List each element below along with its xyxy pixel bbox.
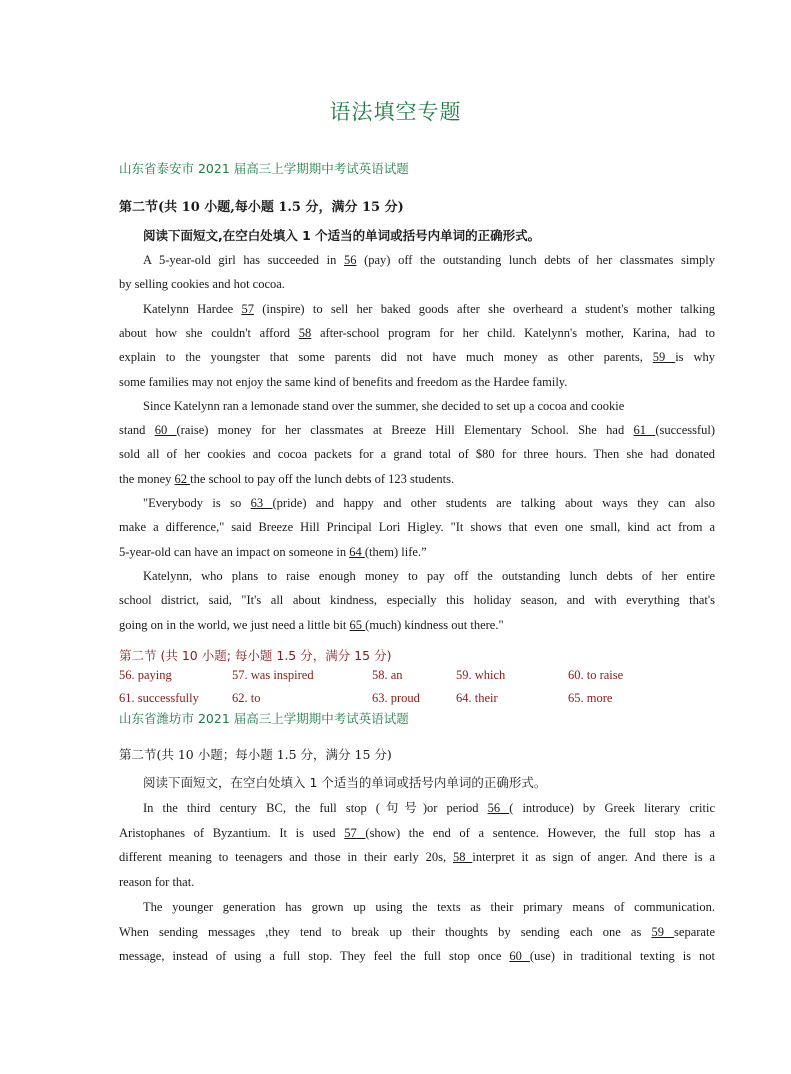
passage-line — [119, 800, 715, 816]
page-title: 语法填空专题 — [329, 100, 462, 124]
answer-item: 58. an — [372, 668, 403, 682]
answer-item: 61. successfully — [119, 691, 199, 705]
passage-text: the school to pay off the lunch debts of 123 students. — [190, 471, 455, 486]
passage-text: after-school program for her child. Katelynn's mother, Karina, had to — [311, 325, 715, 340]
answer-heading: 第二节 (共 10 小题; 每小题 1.5 分，满分 15 分) — [119, 648, 392, 663]
answer-item: 57. was inspired — [232, 668, 314, 682]
blank-number: 56 — [487, 801, 510, 815]
passage-line — [119, 252, 715, 268]
passage-line — [119, 849, 715, 865]
passage-line — [119, 519, 715, 535]
passage-text: about how she couldn't afford — [119, 325, 299, 340]
passage-line — [119, 592, 715, 608]
passage-text: "Everybody is so — [143, 496, 251, 510]
passage-text: is why — [675, 350, 715, 365]
passage-text: Since Katelynn ran a lemonade stand over the summer, she decided to set up a cocoa and cookie — [143, 398, 625, 413]
passage-line — [119, 349, 715, 365]
blank-number: 64 — [349, 544, 365, 559]
section-heading: 第二节(共 10 小题,每小题 1.5 分，满分 15 分) — [119, 200, 404, 215]
passage-line — [119, 276, 715, 292]
passage-text: The younger generation has grown up using the texts as their primary means of communication. — [143, 899, 715, 914]
passage-text: (much) kindness out there." — [365, 617, 504, 632]
passage-text: (pride) and happy and other students are talking about ways they can also — [272, 496, 716, 510]
answer-item: 65. more — [568, 691, 613, 705]
blank-number: 58 — [298, 325, 312, 340]
passage-line — [119, 301, 715, 317]
source-heading-taian: 山东省泰安市 2021 届高三上学期期中考试英语试题 — [119, 161, 409, 176]
blank-number: 56 — [343, 253, 357, 267]
passage-text: In the third century BC, the full stop (句号)or period — [143, 801, 488, 815]
passage-text: message, instead of using a full stop. They feel the full stop once — [119, 949, 510, 964]
answer-item: 63. proud — [372, 691, 420, 705]
blank-number: 65 — [349, 617, 366, 632]
blank-number: 59 — [651, 924, 675, 939]
passage-text: (show) the end of a sentence. However, the full stop has a — [365, 825, 715, 840]
passage-text: the money — [119, 471, 175, 486]
passage-line — [119, 874, 715, 890]
source-heading-weifang: 山东省潍坊市 2021 届高三上学期期中考试英语试题 — [119, 711, 409, 726]
passage-text: stand — [119, 423, 155, 438]
blank-number: 61 — [633, 423, 656, 438]
blank-number: 60 — [154, 423, 177, 438]
answer-item: 62. to — [232, 691, 261, 705]
passage-line — [119, 825, 715, 841]
passage-text: interpret it as sign of anger. And there is a — [472, 850, 715, 865]
blank-number: 63 — [250, 496, 273, 510]
passage-text: (pay) off the outstanding lunch debts of her classmates simply — [356, 253, 716, 267]
passage-text: Aristophanes of Byzantium. It is used — [119, 825, 345, 840]
blank-number: 57 — [241, 301, 254, 316]
blank-number: 57 — [344, 825, 366, 840]
blank-number: 62 — [174, 471, 191, 486]
passage-text: school district, said, "It's all about kindness, especially this holiday season, and with everything that's — [119, 593, 715, 608]
answer-item: 59. which — [456, 668, 506, 682]
passage-line — [119, 568, 715, 584]
passage-line — [119, 617, 715, 633]
passage-text: explain to the youngster that some parents did not have much money as other parents, — [119, 350, 653, 365]
passage-line — [119, 374, 715, 390]
instruction-text: 阅读下面短文,在空白处填入 1 个适当的单词或括号内单词的正确形式。 — [143, 228, 541, 243]
passage-text: by selling cookies and hot cocoa. — [119, 277, 285, 292]
passage-line — [119, 398, 715, 414]
passage-line — [119, 325, 715, 341]
passage-text: reason for that. — [119, 875, 195, 890]
passage-text: Katelynn, who plans to raise enough money to pay off the outstanding lunch debts of her entire — [143, 568, 715, 583]
blank-number: 60 — [509, 949, 530, 964]
blank-number: 59 — [652, 350, 676, 365]
passage-line — [119, 544, 715, 560]
passage-text: separate — [674, 924, 715, 939]
passage-text: sold all of her cookies and cocoa packets for a grand total of $80 for three hours. Then she had donated — [119, 447, 715, 462]
instruction-text-2: 阅读下面短文，在空白处填入 1 个适当的单词或括号内单词的正确形式。 — [143, 775, 547, 790]
section-heading-2: 第二节(共 10 小题；每小题 1.5 分，满分 15 分) — [119, 747, 392, 762]
passage-line — [119, 948, 715, 964]
passage-text: make a difference," said Breeze Hill Principal Lori Higley. "It shows that even one small, kind act from a — [119, 520, 715, 535]
passage-text: different meaning to teenagers and those in their early 20s, — [119, 850, 453, 865]
passage-text: (them) life.” — [364, 544, 427, 559]
passage-line — [119, 495, 715, 511]
passage-text: (successful) — [655, 423, 716, 438]
passage-text: some families may not enjoy the same kind of benefits and freedom as the Hardee family. — [119, 374, 568, 389]
passage-text: going on in the world, we just need a little bit — [119, 617, 350, 632]
passage-line — [119, 899, 715, 915]
passage-text: 5-year-old can have an impact on someone in — [119, 544, 350, 559]
passage-text: When sending messages ,they tend to break up their thoughts by sending each one as — [119, 924, 652, 939]
answer-item: 56. paying — [119, 668, 172, 682]
passage-line — [119, 471, 715, 487]
passage-text: (raise) money for her classmates at Breeze Hill Elementary School. She had — [176, 423, 634, 438]
passage-line — [119, 924, 715, 940]
passage-text: Katelynn Hardee — [143, 301, 242, 316]
passage-text: ( introduce) by Greek literary critic — [509, 801, 715, 815]
passage-text: A 5-year-old girl has succeeded in — [143, 253, 344, 267]
blank-number: 58 — [452, 850, 473, 865]
passage-text: (inspire) to sell her baked goods after she overheard a student's mother talking — [253, 301, 715, 316]
passage-line — [119, 422, 715, 438]
answer-item: 64. their — [456, 691, 498, 705]
passage-text: (use) in traditional texting is not — [529, 949, 716, 964]
passage-line — [119, 446, 715, 462]
answer-item: 60. to raise — [568, 668, 624, 682]
